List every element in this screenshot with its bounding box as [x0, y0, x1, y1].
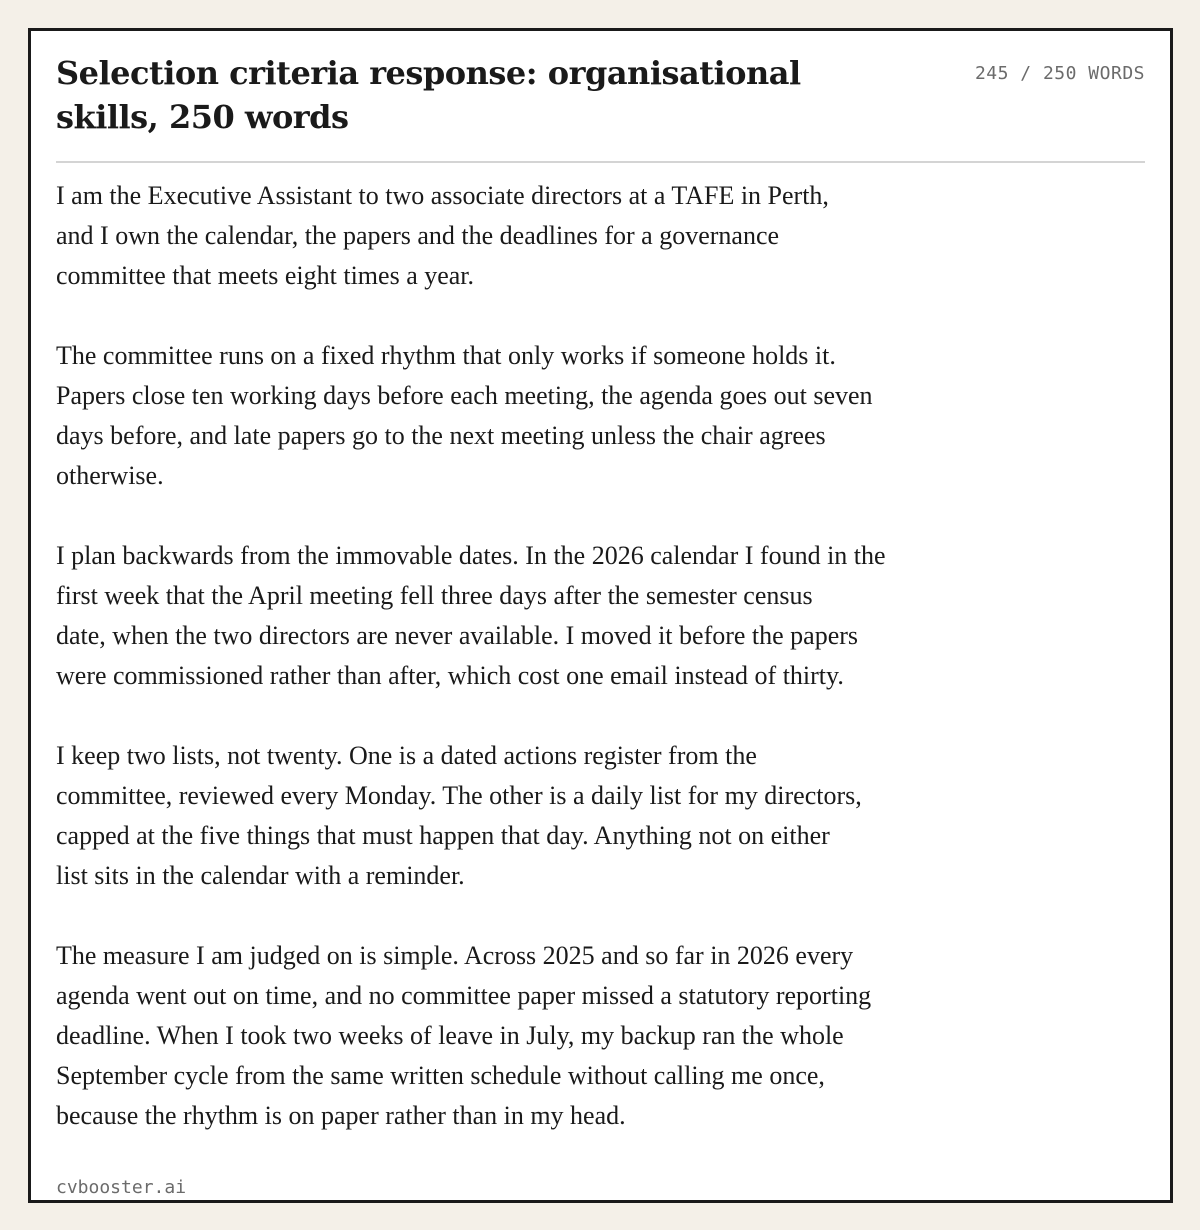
paragraph-line: I plan backwards from the immovable dates. In the 2026 calendar I found in the: [56, 541, 886, 570]
paragraph-line: agenda went out on time, and no committee paper missed a statutory reporting: [56, 981, 872, 1010]
paragraph-line: I am the Executive Assistant to two associate directors at a TAFE in Perth,: [56, 181, 829, 210]
paragraph-line: date, when the two directors are never available. I moved it before the papers: [56, 621, 859, 650]
paragraph-line: September cycle from the same written schedule without calling me once,: [56, 1061, 825, 1090]
paragraph-line: committee that meets eight times a year.: [56, 261, 475, 290]
footer-brand: cvbooster.ai: [56, 1177, 187, 1198]
paragraph-line: capped at the five things that must happen that day. Anything not on either: [56, 821, 830, 850]
paragraph-line: and I own the calendar, the papers and the deadlines for a governance: [56, 221, 780, 250]
paragraph-line: deadline. When I took two weeks of leave in July, my backup ran the whole: [56, 1021, 844, 1050]
paragraph-line: Papers close ten working days before each meeting, the agenda goes out seven: [56, 381, 873, 410]
response-paragraph: [56, 736, 1056, 896]
paragraph-line: were commissioned rather than after, which cost one email instead of thirty.: [56, 661, 844, 690]
paragraph-line: first week that the April meeting fell three days after the semester census: [56, 581, 813, 610]
response-paragraph: [56, 176, 1056, 296]
paragraph-line: I keep two lists, not twenty. One is a dated actions register from the: [56, 741, 757, 770]
paragraph-line: otherwise.: [56, 461, 164, 490]
response-paragraph: [56, 336, 1056, 496]
paragraph-line: days before, and late papers go to the next meeting unless the chair agrees: [56, 421, 826, 450]
paragraph-line: The measure I am judged on is simple. Across 2025 and so far in 2026 every: [56, 941, 854, 970]
response-card: [28, 28, 1173, 1203]
paragraph-line: The committee runs on a fixed rhythm that only works if someone holds it.: [56, 341, 836, 370]
response-paragraph: [56, 936, 1056, 1136]
card-header: [56, 51, 1145, 163]
response-paragraph: [56, 536, 1056, 696]
response-body: [56, 176, 1056, 1176]
paragraph-line: because the rhythm is on paper rather than in my head.: [56, 1101, 626, 1130]
paragraph-line: list sits in the calendar with a reminder.: [56, 861, 465, 890]
word-count-badge: 245 / 250 WORDS: [974, 63, 1145, 84]
paragraph-line: committee, reviewed every Monday. The other is a daily list for my directors,: [56, 781, 862, 810]
page-title: Selection criteria response: organisational skills, 250 words: [56, 54, 801, 136]
